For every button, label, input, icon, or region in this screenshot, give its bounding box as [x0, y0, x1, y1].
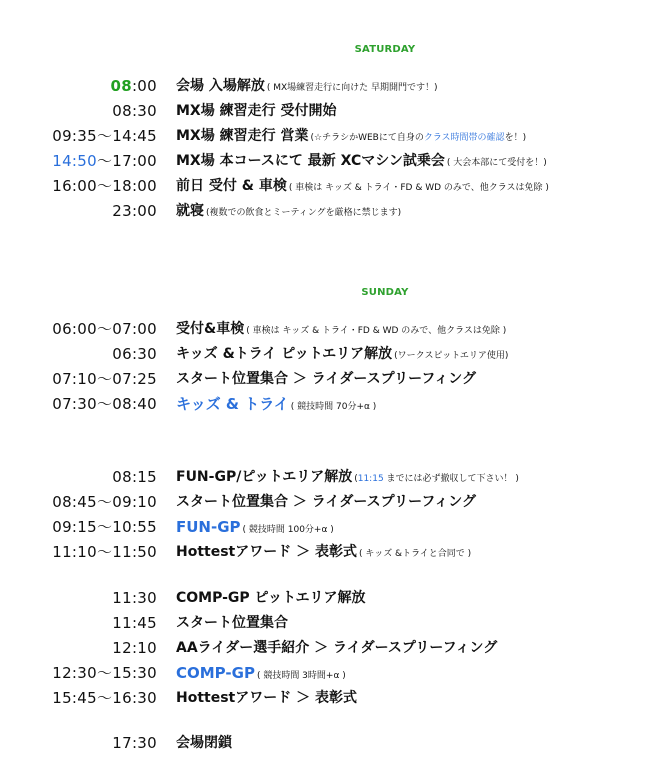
schedule-row	[0, 587, 645, 611]
event: MX場 本コースにて 最新 XCマシン試乗会 ( 大会本部にて受付を！)	[176, 153, 547, 169]
event: 前日 受付 & 車検 ( 車検は キッズ & トライ・FD & WD のみで、他クラスは免除 )	[176, 178, 549, 194]
schedule-row	[0, 343, 645, 367]
event: FUN-GP ( 競技時間 100分+α )	[176, 518, 334, 536]
time: 11:10〜11:50	[52, 543, 157, 561]
event-note: ( 競技時間 70分+α )	[290, 402, 377, 412]
schedule-row	[0, 393, 645, 417]
time: 17:30	[112, 734, 157, 752]
time: 09:15〜10:55	[52, 518, 157, 536]
event: スタート位置集合	[176, 615, 288, 631]
time: 08:15	[112, 468, 157, 486]
time: 11:30	[112, 589, 157, 607]
event: スタート位置集合 ＞ ライダースプリーフィング	[176, 494, 476, 510]
event: AAライダー選手紹介 ＞ ライダースプリーフィング	[176, 640, 498, 656]
schedule-row	[0, 75, 645, 99]
schedule-row	[0, 687, 645, 711]
time: 09:35〜14:45	[52, 127, 157, 145]
schedule-row	[0, 612, 645, 636]
schedule-row	[0, 732, 645, 756]
time: 15:45〜16:30	[52, 689, 157, 707]
event: COMP-GP ( 競技時間 3時間+α )	[176, 664, 346, 682]
schedule-row	[0, 466, 645, 490]
time: 07:30〜08:40	[52, 395, 157, 413]
schedule-row	[0, 175, 645, 199]
time: 08:45〜09:10	[52, 493, 157, 511]
schedule-row	[0, 662, 645, 686]
time: 12:30〜15:30	[52, 664, 157, 682]
event: MX場 練習走行 営業 (☆チラシかWEBにて自身のクラス時間帯の確認を！)	[176, 128, 527, 144]
event-note: ( 競技時間 3時間+α )	[256, 671, 346, 681]
time: 16:00〜18:00	[52, 177, 157, 195]
event: 会場閉鎖	[176, 735, 232, 751]
time: 14:50〜17:00	[52, 152, 157, 170]
schedule-row	[0, 150, 645, 174]
schedule-row	[0, 368, 645, 392]
event: 受付&車検 ( 車検は キッズ & トライ・FD & WD のみで、他クラスは免除 )	[176, 321, 507, 337]
time: 08:00	[110, 77, 157, 95]
schedule-row	[0, 541, 645, 565]
event: キッズ & トライ ( 競技時間 70分+α )	[176, 395, 377, 413]
event: FUN-GP/ピットエリア解放 (11:15 までには必ず撤収して下さい！ )	[176, 469, 519, 485]
time: 11:45	[112, 614, 157, 632]
event: キッズ &トライ ピットエリア解放 (ワークスピットエリア使用)	[176, 346, 509, 362]
sunday-heading: SUNDAY	[361, 287, 409, 298]
schedule-row	[0, 100, 645, 124]
event-note: (ワークスピットエリア使用)	[394, 351, 509, 361]
event-note: ( 車検は キッズ & トライ・FD & WD のみで、他クラスは免除 )	[288, 183, 549, 193]
event-note: ( MX場練習走行に向けた 早期開門です！)	[266, 83, 438, 93]
event: 会場 入場解放 ( MX場練習走行に向けた 早期開門です！)	[176, 78, 438, 94]
time: 23:00	[112, 202, 157, 220]
event-note: (☆チラシかWEBにて自身のクラス時間帯の確認を！)	[310, 133, 527, 143]
event: MX場 練習走行 受付開始	[176, 103, 337, 119]
class-time-highlight: クラス時間帯の確認	[423, 133, 505, 143]
event-note: ( 大会本部にて受付を！)	[446, 158, 547, 168]
time: 08:30	[112, 102, 157, 120]
saturday-heading: SATURDAY	[354, 44, 416, 55]
time: 06:30	[112, 345, 157, 363]
event: 就寝 (複数での飲食とミーティングを厳格に禁じます)	[176, 203, 402, 219]
schedule-row	[0, 125, 645, 149]
event-note: ( 車検は キッズ & トライ・FD & WD のみで、他クラスは免除 )	[246, 326, 507, 336]
event: Hottestアワード ＞ 表彰式	[176, 690, 357, 706]
event: COMP-GP ピットエリア解放	[176, 590, 366, 606]
event-note: (複数での飲食とミーティングを厳格に禁じます)	[206, 208, 402, 218]
event-note: ( 競技時間 100分+α )	[242, 525, 334, 535]
schedule-row	[0, 200, 645, 224]
event: スタート位置集合 ＞ ライダースプリーフィング	[176, 371, 476, 387]
time: 07:10〜07:25	[52, 370, 157, 388]
schedule-row	[0, 637, 645, 661]
schedule-row	[0, 516, 645, 540]
event-note: ( キッズ &トライと合同で )	[359, 549, 472, 559]
event-note: (11:15 までには必ず撤収して下さい！ )	[354, 474, 519, 484]
schedule-row	[0, 491, 645, 515]
event: Hottestアワード ＞ 表彰式 ( キッズ &トライと合同で )	[176, 544, 472, 560]
schedule-row	[0, 318, 645, 342]
withdraw-time: 11:15	[357, 474, 384, 484]
time: 06:00〜07:00	[52, 320, 157, 338]
time: 12:10	[112, 639, 157, 657]
